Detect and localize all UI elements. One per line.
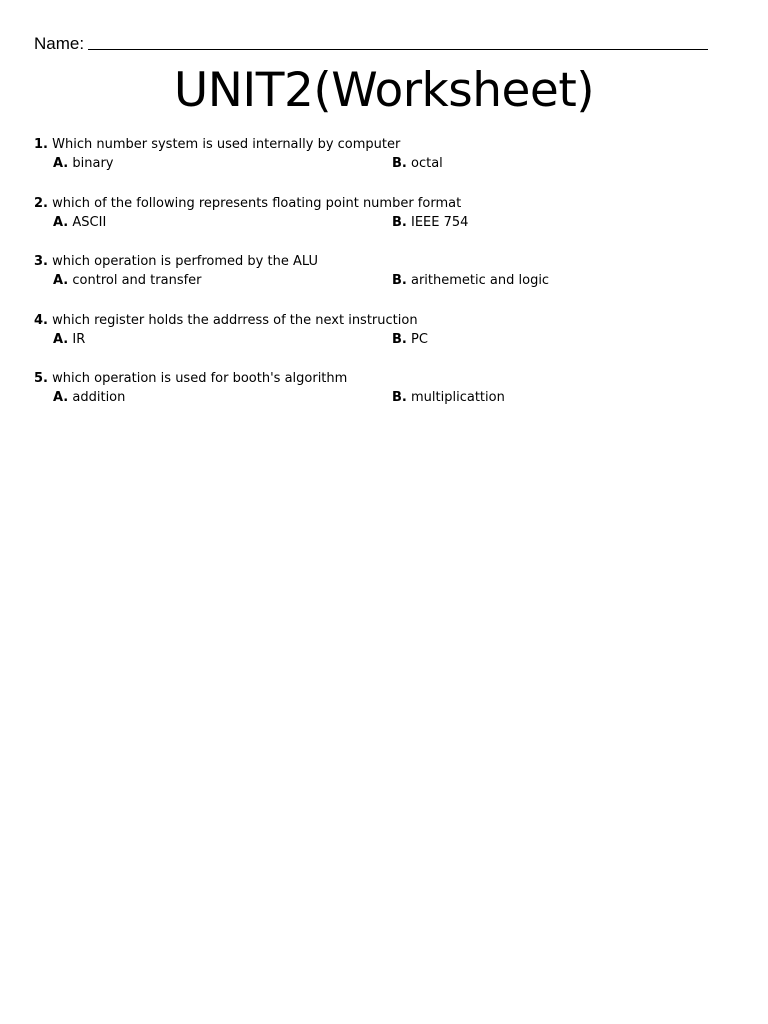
option-text: IEEE 754 [411, 214, 469, 230]
option-letter: A. [53, 273, 69, 288]
question-3 [34, 252, 734, 311]
option-letter: B. [392, 390, 407, 405]
question-text-line [34, 135, 734, 154]
answer-options [34, 330, 734, 349]
option-letter: A. [53, 214, 69, 230]
option-text: arithemetic and logic [411, 273, 550, 288]
question-text: which operation is perfromed by the ALU [52, 254, 318, 269]
question-number: 2. [34, 195, 48, 211]
option-b[interactable] [392, 388, 505, 407]
answer-options [34, 388, 734, 407]
question-text: which of the following represents floating point number format [52, 195, 462, 211]
question-1 [34, 135, 734, 194]
question-list [34, 135, 734, 428]
option-letter: B. [392, 331, 407, 347]
question-4 [34, 311, 734, 370]
option-letter: A. [53, 331, 69, 347]
question-text-line [34, 252, 734, 271]
option-text: addition [72, 390, 126, 405]
question-text-line [34, 369, 734, 388]
question-5 [34, 369, 734, 428]
option-text: IR [72, 331, 86, 347]
answer-options [34, 271, 734, 290]
question-2 [34, 194, 734, 253]
option-letter: B. [392, 273, 407, 288]
option-letter: A. [53, 156, 69, 171]
question-number: 4. [34, 312, 48, 328]
worksheet-title: UNIT2(Worksheet) [173, 63, 595, 118]
option-b[interactable] [392, 154, 443, 173]
name-underline[interactable] [88, 49, 708, 50]
question-text-line [34, 311, 734, 330]
option-a[interactable] [53, 330, 392, 349]
option-b[interactable] [392, 213, 468, 232]
option-letter: A. [53, 390, 69, 405]
question-number: 3. [34, 254, 48, 269]
answer-options [34, 154, 734, 173]
option-letter: B. [392, 214, 407, 230]
option-a[interactable] [53, 154, 392, 173]
question-text-line [34, 194, 734, 213]
question-number: 5. [34, 371, 48, 386]
question-text: Which number system is used internally by computer [52, 137, 401, 152]
option-a[interactable] [53, 213, 392, 232]
option-letter: B. [392, 156, 407, 171]
option-text: ASCII [72, 214, 107, 230]
option-b[interactable] [392, 271, 549, 290]
name-label: Name: [34, 34, 85, 53]
name-field[interactable] [34, 30, 708, 54]
option-text: control and transfer [72, 273, 202, 288]
answer-options [34, 213, 734, 232]
option-b[interactable] [392, 330, 428, 349]
option-text: octal [411, 156, 443, 171]
option-text: binary [72, 156, 114, 171]
option-text: PC [411, 331, 428, 347]
question-text: which operation is used for booth's algorithm [52, 371, 348, 386]
question-text: which register holds the addrress of the next instruction [52, 312, 418, 328]
question-number: 1. [34, 137, 48, 152]
option-a[interactable] [53, 271, 392, 290]
option-a[interactable] [53, 388, 392, 407]
option-text: multiplicattion [411, 390, 505, 405]
